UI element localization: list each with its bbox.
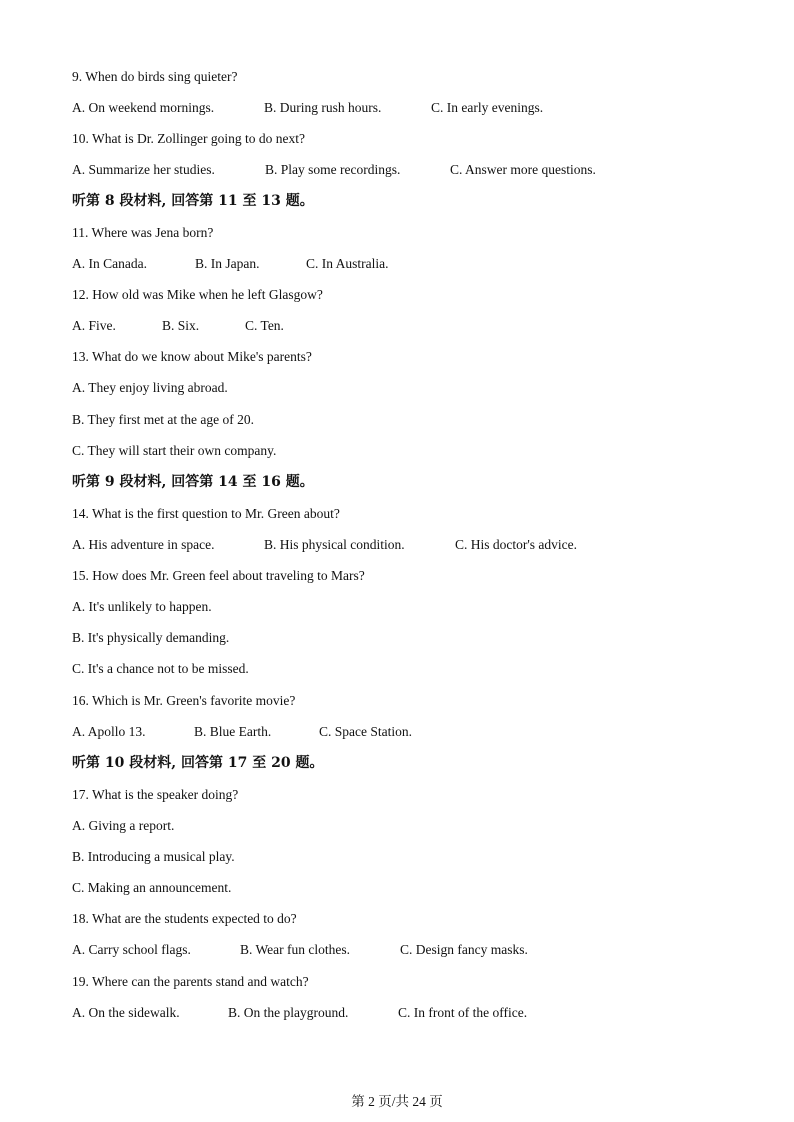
option-b: B. His physical condition.: [264, 537, 405, 552]
option-b: B. Blue Earth.: [194, 724, 272, 739]
option-b: B. During rush hours.: [264, 100, 382, 115]
option-b: B. It's physically demanding.: [72, 630, 230, 645]
option-a: A. In Canada.: [72, 256, 147, 271]
section-heading-10: 听第 10 段材料, 回答第 17 至 20 题。: [72, 755, 324, 771]
option-a: A. It's unlikely to happen.: [72, 599, 212, 614]
option-c: C. In front of the office.: [398, 1005, 528, 1020]
option-c: C. Making an announcement.: [72, 880, 232, 895]
question-10: 10. What is Dr. Zollinger going to do next?: [72, 131, 305, 146]
option-c: C. In Australia.: [306, 256, 389, 271]
option-a: A. Summarize her studies.: [72, 162, 215, 177]
option-a: A. Giving a report.: [72, 818, 175, 833]
option-a: A. Carry school flags.: [72, 942, 191, 957]
question-19: 19. Where can the parents stand and watch?: [72, 974, 309, 989]
option-b: B. Six.: [162, 318, 200, 333]
option-c: C. They will start their own company.: [72, 443, 277, 458]
question-18: 18. What are the students expected to do?: [72, 911, 297, 926]
option-a: A. Five.: [72, 318, 116, 333]
option-c: C. In early evenings.: [431, 100, 544, 115]
question-13: 13. What do we know about Mike's parents?: [72, 349, 312, 364]
option-c: C. Design fancy masks.: [400, 942, 528, 957]
option-c: C. It's a chance not to be missed.: [72, 661, 249, 676]
question-9: 9. When do birds sing quieter?: [72, 69, 238, 84]
question-15: 15. How does Mr. Green feel about traveling to Mars?: [72, 568, 365, 583]
option-c: C. His doctor's advice.: [455, 537, 578, 552]
option-b: B. Wear fun clothes.: [240, 942, 351, 957]
option-a: A. On the sidewalk.: [72, 1005, 180, 1020]
option-a: A. They enjoy living abroad.: [72, 380, 228, 395]
question-11: 11. Where was Jena born?: [72, 225, 214, 240]
option-c: C. Ten.: [245, 318, 284, 333]
option-b: B. Introducing a musical play.: [72, 849, 235, 864]
question-17: 17. What is the speaker doing?: [72, 787, 239, 802]
question-16: 16. Which is Mr. Green's favorite movie?: [72, 693, 296, 708]
option-b: B. Play some recordings.: [265, 162, 401, 177]
option-b: B. On the playground.: [228, 1005, 349, 1020]
option-b: B. In Japan.: [195, 256, 260, 271]
section-heading-8: 听第 8 段材料, 回答第 11 至 13 题。: [72, 193, 314, 209]
option-a: A. On weekend mornings.: [72, 100, 215, 115]
option-b: B. They first met at the age of 20.: [72, 412, 254, 427]
page-number-footer: 第 2 页/共 24 页: [351, 1094, 443, 1109]
option-a: A. Apollo 13.: [72, 724, 146, 739]
option-a: A. His adventure in space.: [72, 537, 215, 552]
question-12: 12. How old was Mike when he left Glasgow?: [72, 287, 323, 302]
option-c: C. Space Station.: [319, 724, 412, 739]
option-c: C. Answer more questions.: [450, 162, 596, 177]
question-14: 14. What is the first question to Mr. Green about?: [72, 506, 340, 521]
section-heading-9: 听第 9 段材料, 回答第 14 至 16 题。: [72, 474, 314, 490]
